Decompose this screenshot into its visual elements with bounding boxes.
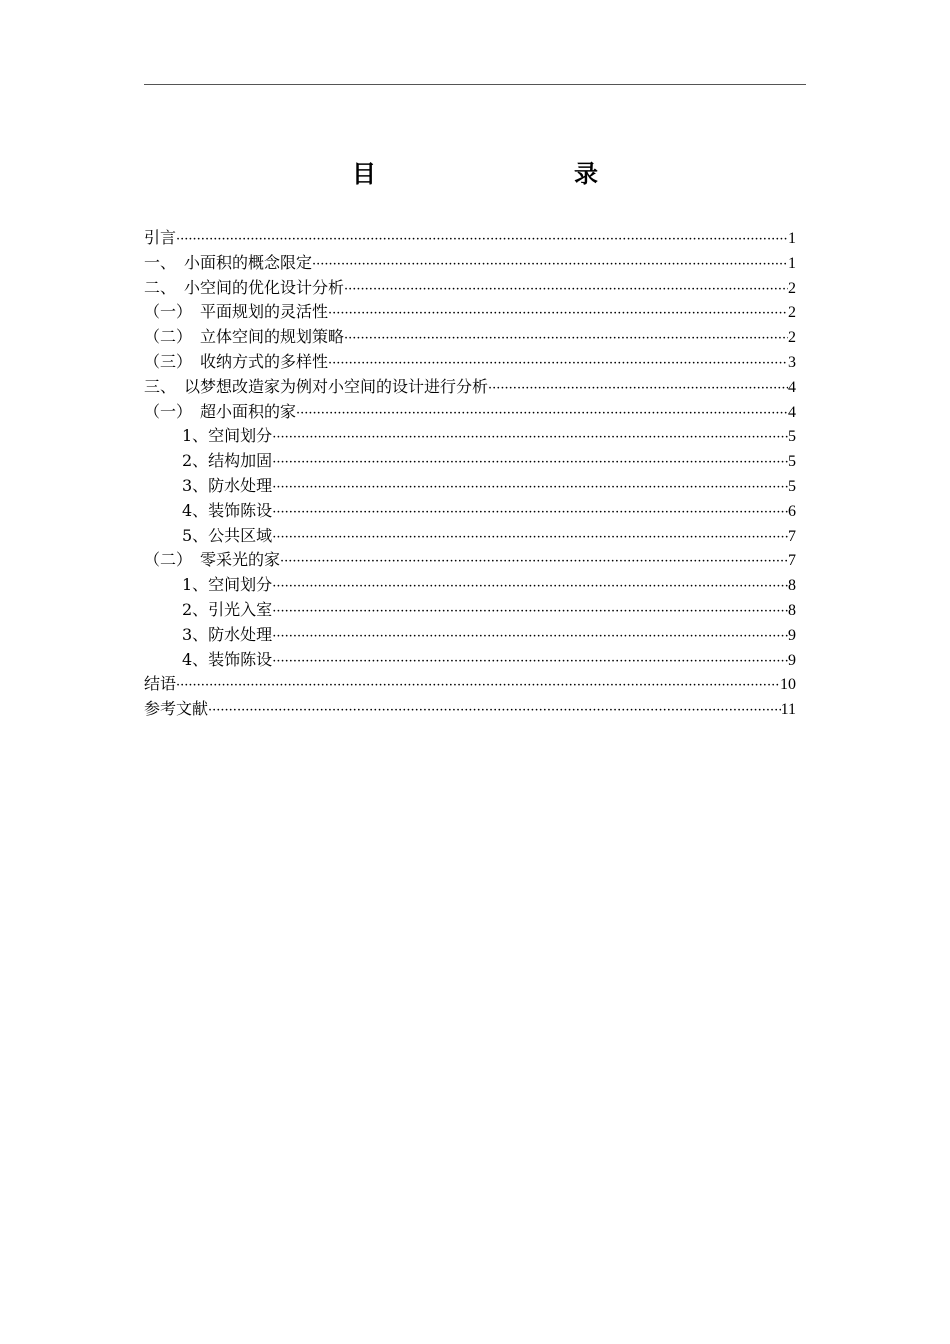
toc-entry[interactable]: [144, 623, 796, 648]
toc-entry[interactable]: [144, 350, 796, 375]
toc-entry-page-number: 4: [788, 378, 796, 396]
toc-entry-page-number: 5: [788, 477, 796, 495]
toc-entry-label: 三、 以梦想改造家为例对小空间的设计进行分析: [144, 376, 489, 396]
toc-entry-label: 2、结构加固: [182, 451, 273, 471]
toc-entry[interactable]: [144, 449, 796, 474]
toc-entry-page-number: 7: [788, 527, 796, 545]
toc-entry-page-number: 10: [780, 676, 796, 694]
toc-entry-label: 参考文献: [144, 699, 209, 719]
toc-entry-page-number: 9: [788, 626, 796, 644]
toc-dot-leader: [344, 327, 788, 352]
toc-entry-label: 引言: [144, 228, 177, 247]
toc-entry-page-number: 9: [788, 651, 796, 669]
toc-dot-leader: [272, 451, 788, 476]
toc-entry-page-number: 2: [788, 304, 796, 322]
toc-entry[interactable]: [144, 300, 796, 325]
toc-dot-leader: [272, 526, 788, 551]
toc-dot-leader: [344, 278, 788, 303]
toc-entry-label: 3、防水处理: [182, 475, 273, 495]
toc-entry[interactable]: [144, 672, 796, 697]
toc-entry-page-number: 6: [788, 502, 796, 520]
toc-dot-leader: [272, 650, 788, 675]
toc-entry-label: 3、防水处理: [182, 624, 273, 644]
toc-entry-label: 2、引光入室: [182, 599, 273, 619]
toc-dot-leader: [312, 253, 788, 278]
toc-entry[interactable]: [144, 474, 796, 499]
toc-dot-leader: [280, 550, 788, 575]
toc-entry-page-number: 8: [788, 601, 796, 619]
toc-entry-page-number: 1: [788, 254, 796, 272]
toc-dot-leader: [176, 674, 780, 699]
toc-entry[interactable]: [144, 499, 796, 524]
toc-entry-label: （三） 收纳方式的多样性: [144, 351, 329, 371]
toc-entry[interactable]: [144, 697, 796, 722]
table-of-contents: [144, 226, 796, 722]
toc-entry[interactable]: [144, 573, 796, 598]
toc-entry-label: 结语: [144, 674, 177, 694]
toc-entry-page-number: 11: [780, 701, 796, 719]
toc-dot-leader: [272, 625, 788, 650]
toc-entry[interactable]: [144, 276, 796, 301]
toc-entry[interactable]: [144, 548, 796, 573]
toc-entry-page-number: 1: [788, 230, 796, 247]
header-rule: [144, 84, 806, 85]
toc-dot-leader: [208, 699, 781, 724]
toc-entry[interactable]: [144, 251, 796, 276]
toc-entry-label: 4、装饰陈设: [182, 649, 273, 669]
toc-entry[interactable]: [144, 400, 796, 425]
toc-entry-label: 1、空间划分: [182, 426, 273, 446]
toc-dot-leader: [272, 476, 788, 501]
toc-entry-page-number: 3: [788, 353, 796, 371]
toc-entry[interactable]: [144, 648, 796, 673]
toc-entry-page-number: 8: [788, 577, 796, 595]
toc-entry[interactable]: [144, 424, 796, 449]
toc-dot-leader: [272, 600, 788, 625]
toc-dot-leader: [272, 426, 788, 451]
toc-entry[interactable]: [144, 524, 796, 549]
toc-entry-label: 二、 小空间的优化设计分析: [144, 277, 345, 297]
toc-entry-page-number: 4: [788, 403, 796, 421]
toc-entry-label: （一） 超小面积的家: [144, 401, 297, 421]
toc-entry[interactable]: [144, 226, 796, 251]
toc-entry-page-number: 2: [788, 279, 796, 297]
toc-entry[interactable]: [144, 598, 796, 623]
toc-entry-label: 1、空间划分: [182, 575, 273, 595]
toc-entry[interactable]: [144, 325, 796, 350]
toc-entry-label: 4、装饰陈设: [182, 500, 273, 520]
toc-entry-page-number: 5: [788, 453, 796, 471]
toc-entry-page-number: 5: [788, 428, 796, 446]
toc-entry-page-number: 2: [788, 329, 796, 347]
toc-entry[interactable]: [144, 375, 796, 400]
toc-entry-label: 一、 小面积的概念限定: [144, 252, 313, 272]
toc-dot-leader: [328, 352, 788, 377]
toc-dot-leader: [176, 228, 788, 253]
toc-entry-label: （二） 零采光的家: [144, 550, 281, 570]
toc-entry-label: （一） 平面规划的灵活性: [144, 302, 329, 322]
toc-entry-label: 5、公共区域: [182, 525, 273, 545]
toc-entry-label: （二） 立体空间的规划策略: [144, 327, 345, 347]
toc-entry-page-number: 7: [788, 552, 796, 570]
toc-title: 目 录: [352, 160, 648, 188]
toc-dot-leader: [272, 575, 788, 600]
toc-dot-leader: [272, 501, 788, 526]
toc-dot-leader: [488, 377, 788, 402]
toc-dot-leader: [328, 302, 788, 327]
toc-dot-leader: [296, 402, 788, 427]
